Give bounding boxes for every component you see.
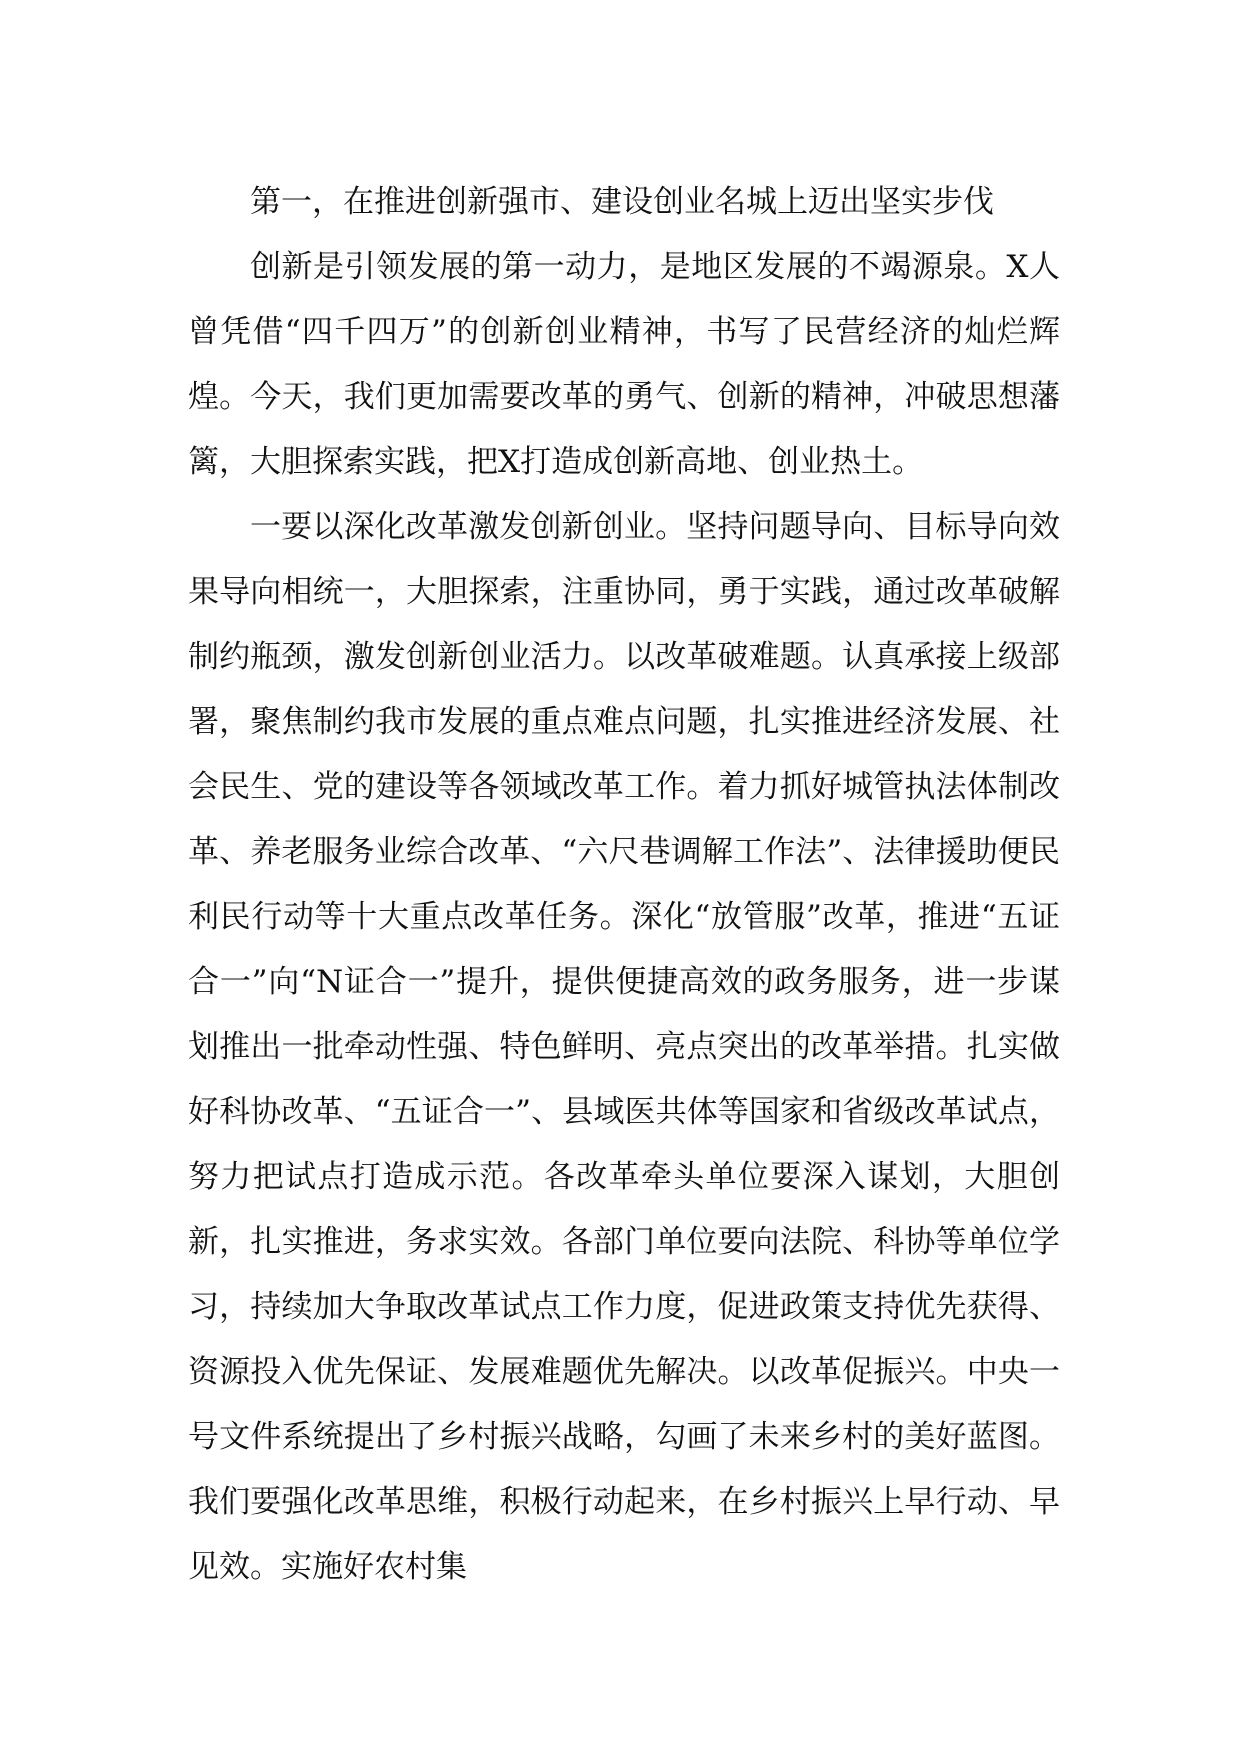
section-heading: 第一，在推进创新强市、建设创业名城上迈出坚实步伐 xyxy=(250,184,994,220)
paragraph-reform: 一要以深化改革激发创新创业。坚持问题导向、目标导向效果导向相统一，大胆探索，注重协同，勇于实践，通过改革破解制约瓶颈，激发创新创业活力。以改革破难题。认真承接上级部署，聚焦制约我市发展的重点难点问题，扎实推进经济发展、社会民生、党的建设等各领域改革工作。着力抓好城管执法体制改革、养老服务业综合改革、“六尺巷调解工作法”、法律援助便民利民行动等十大重点改革任务。深化“放管服”改革，推进“五证合一”向“N证合一”提升，提供便捷高效的政务服务，进一步谋划推出一批牵动性强、特色鲜明、亮点突出的改革举措。扎实做好科协改革、“五证合一”、县域医共体等国家和省级改革试点，努力把试点打造成示范。各改革牵头单位要深入谋划，大胆创新，扎实推进，务求实效。各部门单位要向法院、科协等单位学习，持续加大争取改革试点工作力度，促进政策支持优先获得、资源投入优先保证、发展难题优先解决。以改革促振兴。中央一号文件系统提出了乡村振兴战略，勾画了未来乡村的美好蓝图。我们要强化改革思维，积极行动起来，在乡村振兴上早行动、早见效。实施好农村集 xyxy=(188,509,1060,1585)
paragraph-intro: 创新是引领发展的第一动力，是地区发展的不竭源泉。X人曾凭借“四千四万”的创新创业精神，书写了民营经济的灿烂辉煌。今天，我们更加需要改革的勇气、创新的精神，冲破思想藩篱，大胆探索实践，把X打造成创新高地、创业热土。 xyxy=(188,249,1060,480)
document-body xyxy=(188,170,1060,1600)
